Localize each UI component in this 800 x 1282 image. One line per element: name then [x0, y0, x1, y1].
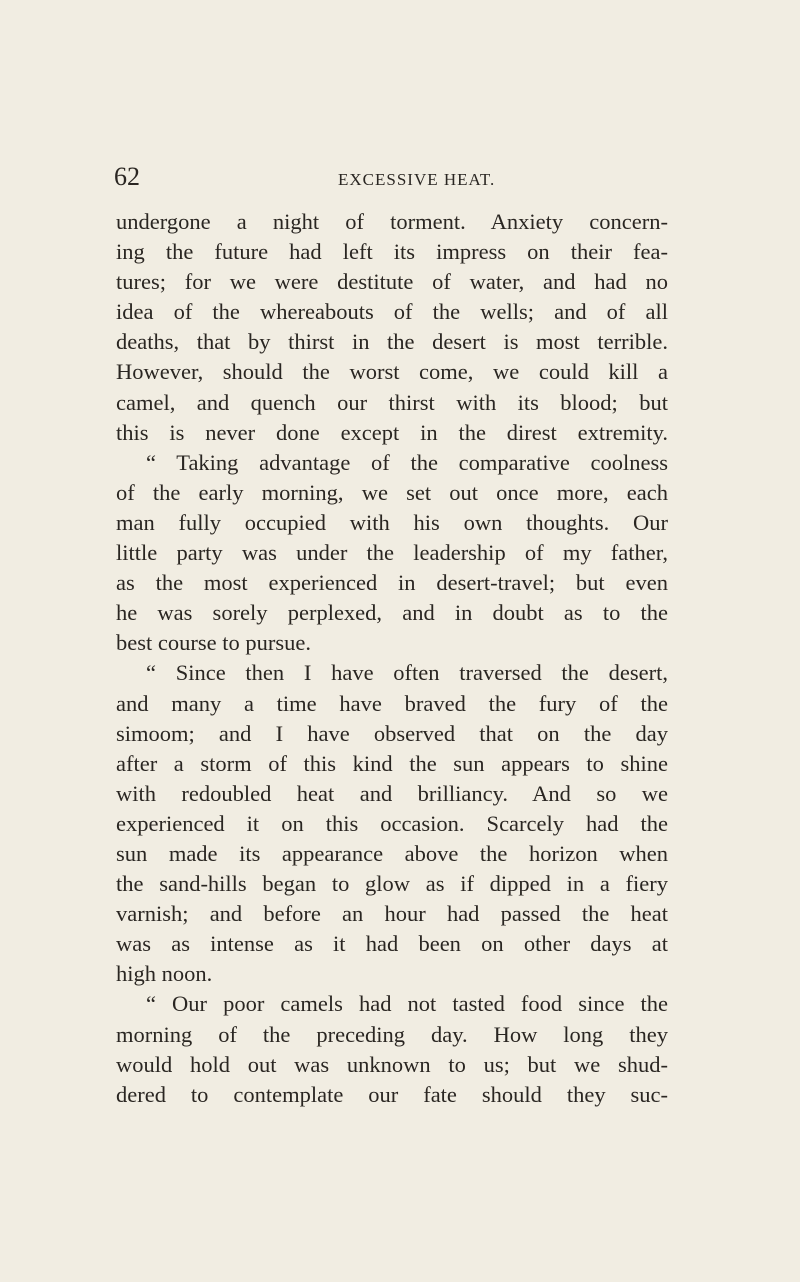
text-line: sun made its appearance above the horizon when	[116, 840, 668, 866]
text-line: he was sorely perplexed, and in doubt as to the	[116, 600, 668, 626]
text-line: this is never done except in the direst extremity.	[116, 419, 668, 445]
text-line: man fully occupied with his own thoughts. Our	[116, 509, 668, 535]
text-line: varnish; and before an hour had passed the heat	[116, 901, 668, 927]
page-number: 62	[114, 162, 140, 191]
text-line: tures; for we were destitute of water, and had no	[116, 269, 668, 295]
text-line: as the most experienced in desert-travel; but even	[116, 570, 668, 596]
text-line: dered to contemplate our fate should they suc-	[116, 1081, 668, 1107]
running-title: EXCESSIVE HEAT.	[338, 170, 496, 189]
text-line: deaths, that by thirst in the desert is most terrible.	[116, 329, 668, 355]
text-line: idea of the whereabouts of the wells; and of all	[116, 299, 668, 325]
text-line: would hold out was unknown to us; but we shud-	[116, 1051, 668, 1077]
text-line: of the early morning, we set out once more, each	[116, 479, 668, 505]
text-line: high noon.	[116, 961, 213, 987]
text-line: little party was under the leadership of my father,	[116, 540, 668, 566]
text-line: simoom; and I have observed that on the day	[116, 720, 668, 746]
text-line: and many a time have braved the fury of the	[116, 690, 668, 716]
text-line: ing the future had left its impress on their fea-	[116, 239, 668, 265]
text-line: was as intense as it had been on other days at	[116, 931, 668, 957]
text-line: experienced it on this occasion. Scarcely had the	[116, 810, 668, 836]
text-line: “ Taking advantage of the comparative coolness	[146, 449, 668, 475]
text-line: “ Since then I have often traversed the desert,	[146, 660, 668, 686]
text-line: the sand-hills began to glow as if dipped in a fiery	[116, 871, 668, 897]
text-line: morning of the preceding day. How long they	[116, 1021, 668, 1047]
text-line: “ Our poor camels had not tasted food since the	[146, 991, 668, 1017]
text-line: best course to pursue.	[116, 630, 311, 656]
text-line: camel, and quench our thirst with its blood; but	[116, 389, 668, 415]
text-line: However, should the worst come, we could kill a	[116, 359, 668, 385]
text-line: with redoubled heat and brilliancy. And so we	[116, 780, 668, 806]
text-line: after a storm of this kind the sun appears to shine	[116, 750, 668, 776]
text-line: undergone a night of torment. Anxiety concern-	[116, 209, 668, 234]
body-text	[116, 207, 668, 1110]
